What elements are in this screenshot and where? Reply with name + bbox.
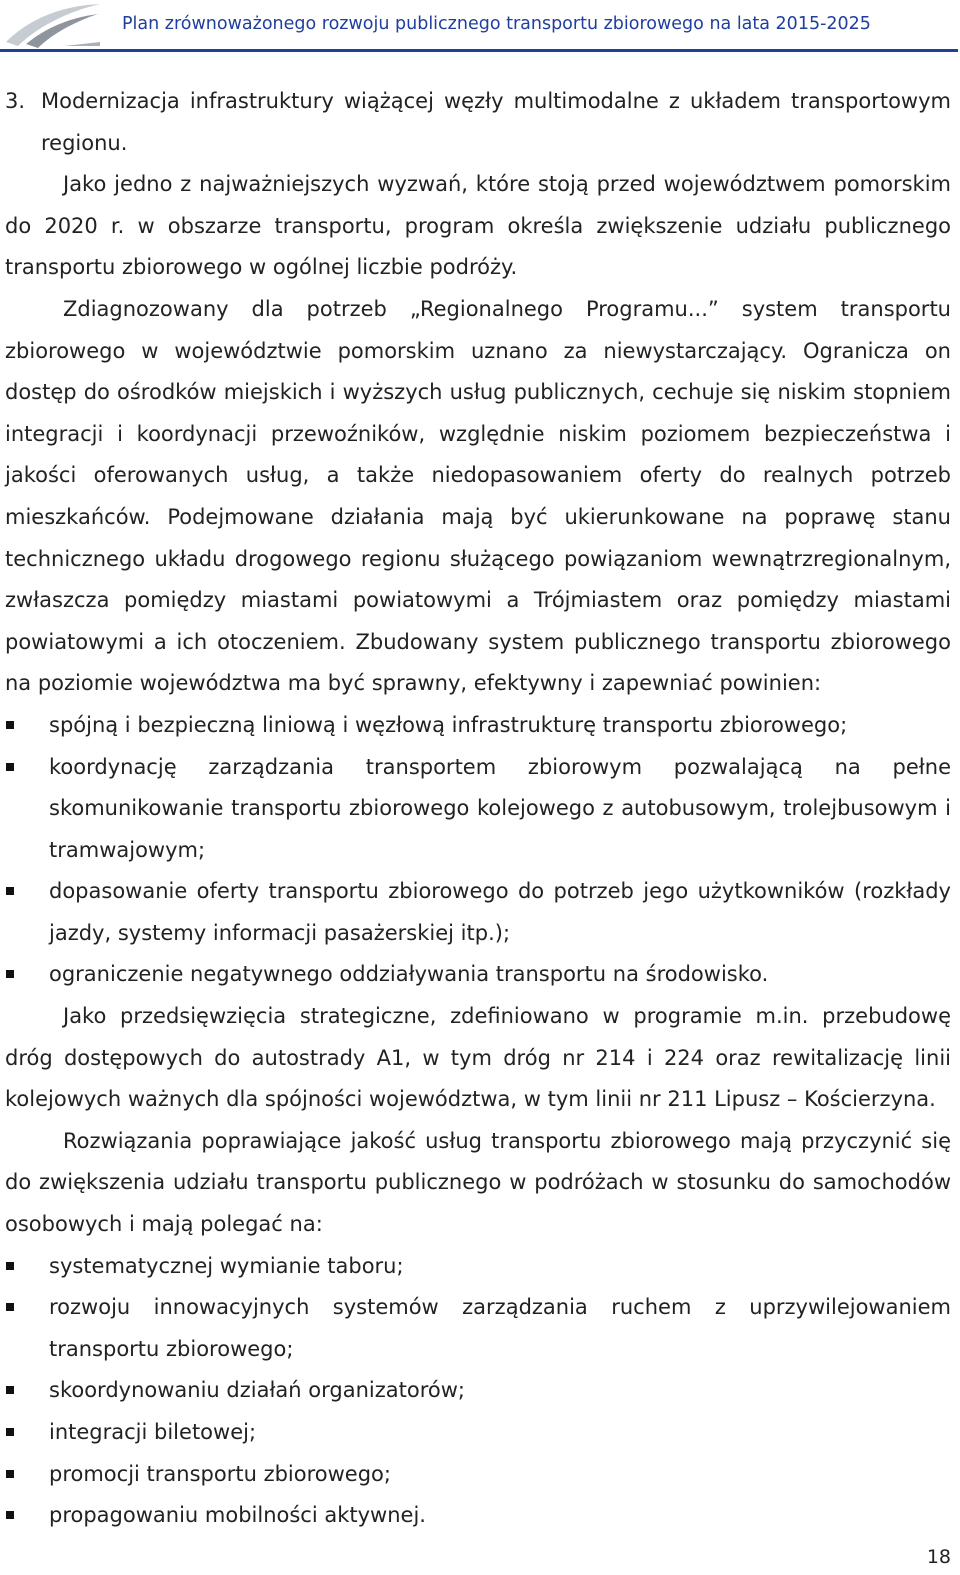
list-item: rozwoju innowacyjnych systemów zarządzania ruchem z uprzywilejowaniem transportu zbiorowego; bbox=[5, 1287, 951, 1370]
bullet-list-1 bbox=[5, 705, 951, 996]
paragraph-3: Jako przedsięwzięcia strategiczne, zdefiniowano w programie m.in. przebudowę dróg dostępowych do autostrady A1, w tym dróg nr 214 i 224 oraz rewitalizację linii kolejowych ważnych dla spójności województwa, w tym linii nr 211 Lipusz – Kościerzyna. bbox=[5, 1004, 951, 1112]
paragraph-2: Zdiagnozowany dla potrzeb „Regionalnego Programu...” system transportu zbiorowego w województwie pomorskim uznano za niewystarczający. Ogranicza on dostęp do ośrodków miejskich i wyższych usług publicznych, cechuje się niskim stopniem integracji i koordynacji przewoźników, względnie niskim poziomem bezpieczeństwa i jakości oferowanych usług, a także niedopasowaniem oferty do realnych potrzeb mieszkańców. Podejmowane działania mają być ukierunkowane na poprawę stanu technicznego układu drogowego regionu służącego powiązaniom wewnątrzregionalnym, zwłaszcza pomiędzy miastami powiatowymi a Trójmiastem oraz pomiędzy miastami powiatowymi a ich otoczeniem. Zbudowany system publicznego transportu zbiorowego na poziomie województwa ma być sprawny, efektywny i zapewniać powinien: bbox=[5, 296, 951, 696]
bullet-list-2 bbox=[5, 1246, 951, 1537]
list-item: koordynację zarządzania transportem zbiorowym pozwalającą na pełne skomunikowanie transportu zbiorowego kolejowego z autobusowym, trolejbusowym i tramwajowym; bbox=[5, 747, 951, 872]
section-title: Modernizacja infrastruktury wiążącej węzły multimodalne z układem transportowym regionu. bbox=[41, 89, 951, 155]
header-divider bbox=[0, 49, 958, 52]
list-item: propagowaniu mobilności aktywnej. bbox=[5, 1495, 951, 1537]
logo-swoosh-icon bbox=[4, 2, 104, 50]
list-item: promocji transportu zbiorowego; bbox=[5, 1454, 951, 1496]
list-item: ograniczenie negatywnego oddziaływania transportu na środowisko. bbox=[5, 954, 951, 996]
list-item: integracji biletowej; bbox=[5, 1412, 951, 1454]
section-number: 3. bbox=[5, 89, 26, 113]
list-item: skoordynowaniu działań organizatorów; bbox=[5, 1370, 951, 1412]
paragraph-4: Rozwiązania poprawiające jakość usług transportu zbiorowego mają przyczynić się do zwiększenia udziału transportu publicznego w podróżach w stosunku do samochodów osobowych i mają polegać na: bbox=[5, 1128, 951, 1237]
list-item: spójną i bezpieczną liniową i węzłową infrastrukturę transportu zbiorowego; bbox=[5, 705, 951, 747]
paragraph-1: Jako jedno z najważniejszych wyzwań, które stoją przed województwem pomorskim do 2020 r. w obszarze transportu, program określa zwiększenie udziału publicznego transportu zbiorowego w ogólnej liczbie podróży. bbox=[5, 172, 951, 280]
page-number: 18 bbox=[926, 1546, 951, 1568]
page-header bbox=[0, 0, 960, 56]
document-body bbox=[5, 81, 951, 1537]
header-title: Plan zrównoważonego rozwoju publicznego transportu zbiorowego na lata 2015-2025 bbox=[122, 14, 871, 34]
list-item: systematycznej wymianie taboru; bbox=[5, 1246, 951, 1288]
list-item: dopasowanie oferty transportu zbiorowego do potrzeb jego użytkowników (rozkłady jazdy, systemy informacji pasażerskiej itp.); bbox=[5, 871, 951, 954]
section-heading bbox=[5, 81, 951, 164]
